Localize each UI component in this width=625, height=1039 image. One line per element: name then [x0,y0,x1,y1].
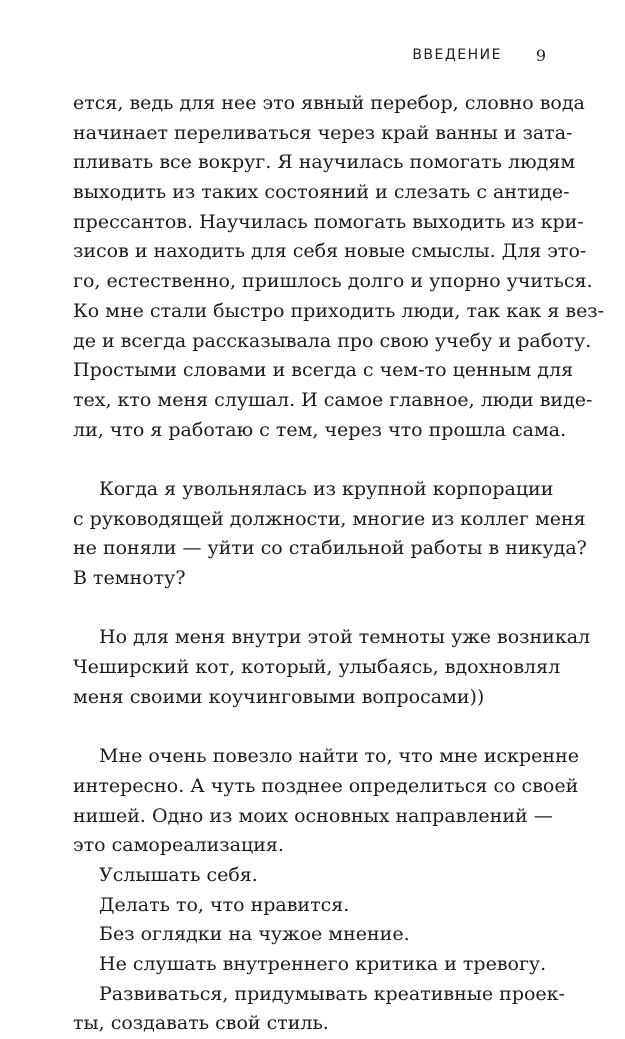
text-line: го, естественно, пришлось долго и упорно учиться. [73,270,593,293]
text-line: пливать все вокруг. Я научилась помогать людям [73,151,576,174]
paragraph [73,742,579,861]
paragraph-gap [73,594,548,624]
text-line: Делать то, что нравится. [99,893,350,916]
text-line: ли, что я работаю с тем, через что прошла сама. [73,418,567,441]
paragraph-gap [73,445,548,475]
text-line: Чеширский кот, который, улыбаясь, вдохновлял [73,656,561,679]
text-line: нишей. Одно из моих основных направлений — [73,804,553,827]
text-line: Простыми словами и всегда с чем-то ценным для [73,359,574,382]
text-line: с руководящей должности, многие из коллег меня [73,507,586,530]
paragraph [73,89,605,445]
text-line: Мне очень повезло найти то, что мне искренне [99,745,579,768]
paragraph-gap [73,712,548,742]
text-line: не поняли — уйти со стабильной работы в никуда? [73,537,587,560]
text-line: прессантов. Научилась помогать выходить из кри- [73,210,584,233]
text-line: это самореализация. [73,834,284,857]
text-line: выходить из таких состояний и слезать с антиде- [73,181,570,204]
text-line: ты, создавать свой стиль. [73,1012,329,1035]
page-number: 9 [535,46,546,65]
paragraph [73,980,565,1039]
section-title: ВВЕДЕНИЕ [412,47,502,63]
running-head [0,43,625,71]
text-line: Не слушать внутреннего критика и тревогу. [99,952,547,975]
text-line: В темноту? [73,567,186,589]
paragraph [73,861,548,891]
text-line: меня своими коучинговыми вопросами)) [73,685,485,708]
text-line: Ко мне стали быстро приходить люди, так как я вез- [73,299,605,322]
text-line: Развиваться, придумывать креативные проек- [99,982,565,1005]
paragraph [73,891,548,921]
body-text [73,89,605,1039]
paragraph [73,950,548,980]
paragraph [73,475,587,594]
text-line: ется, ведь для нее это явный перебор, словно вода [73,92,585,114]
text-line: интересно. А чуть позднее определиться со своей [73,774,579,797]
text-line: де и всегда рассказывала про свою учебу и работу. [73,329,592,352]
paragraph [73,623,591,712]
text-line: Когда я увольнялась из крупной корпорации [99,477,554,500]
text-line: зисов и находить для себя новые смыслы. Для это- [73,240,587,263]
text-line: Услышать себя. [99,863,258,886]
text-line: Без оглядки на чужое мнение. [99,923,410,946]
text-line: Но для меня внутри этой темноты уже возникал [99,626,591,649]
text-line: тех, кто меня слушал. И самое главное, люди виде- [73,388,593,411]
text-line: начинает переливаться через край ванны и зата- [73,121,573,144]
paragraph [73,920,548,950]
